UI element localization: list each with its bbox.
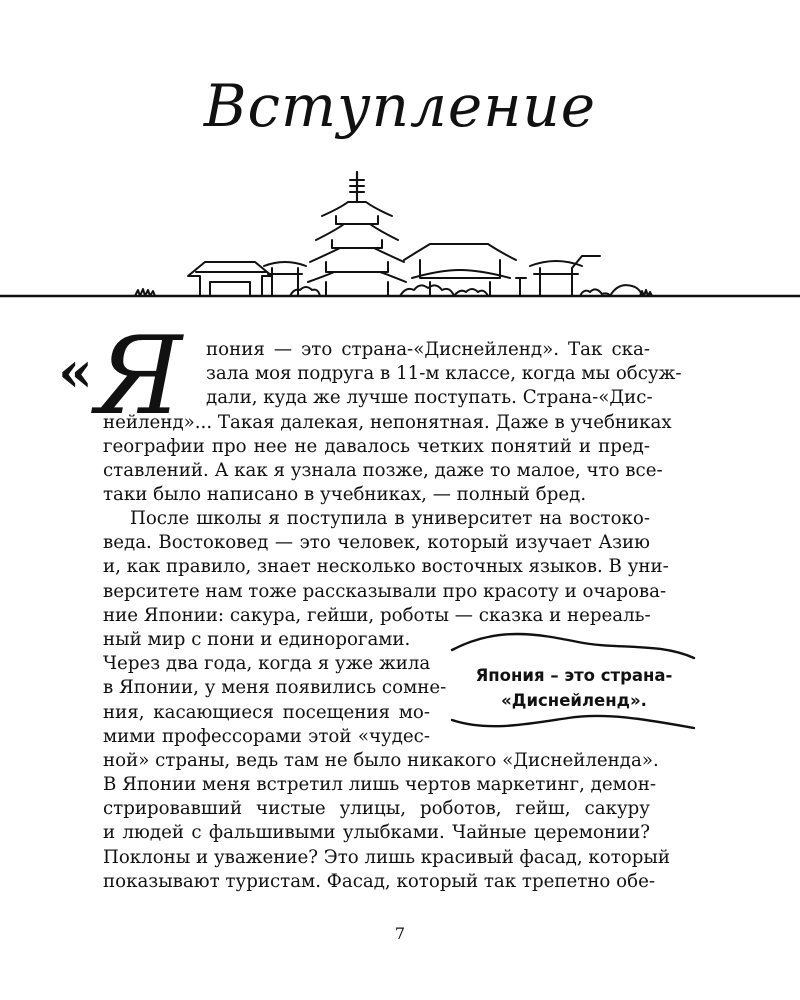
page-number: 7 [394,924,406,943]
text-line: ный мир с пони и единорогами. [103,628,411,650]
text-line: ставлений. А как я узнала позже, даже то малое, что все- [103,459,663,481]
paragraph-1 [103,338,682,507]
text-line: дали, куда же лучше поступать. Страна-«Дис- [206,387,653,409]
text-line: нейленд»... Такая далекая, непонятная. Даже в учебниках [103,411,672,433]
text-line: В Японии меня встретил лишь чертов маркетинг, демон- [103,774,656,796]
text-line: стрировавший чистые улицы, роботов, гейш, сакуру [103,798,650,820]
text-line: пония — это страна-«Диснейленд». Так ска- [206,339,650,360]
pull-quote [450,663,698,713]
text-line: После школы я поступила в университет на востоко- [130,508,650,529]
text-line: Через два года, когда я уже жила [103,653,431,675]
text-line: географии про нее не давалось четких понятий и пред- [103,435,650,457]
text-line: таки было написано в учебниках, — полный бред. [103,484,587,506]
text-line: в Японии, у меня появились сомне- [103,677,447,699]
text-line: мими профессорами этой «чудес- [103,725,430,747]
pull-quote-line: Япония – это страна- [475,666,673,685]
japanese-skyline-illustration [0,150,800,310]
text-line: зала моя подруга в 11-м классе, когда мы обсуж- [206,363,682,385]
text-line: ние Японии: сакура, гейши, роботы — сказка и нереаль- [103,604,651,626]
text-line: и, как правило, знает несколько восточных языков. В уни- [103,556,669,578]
drop-cap-letter: Я [95,314,183,439]
text-line: показывают туристам. Фасад, который так трепетно обе- [103,870,655,892]
text-line: Поклоны и уважение? Это лишь красивый фасад, который [103,846,670,868]
text-line: веда. Востоковед — это человек, который изучает Азию [103,532,650,554]
chapter-title: Вступление [203,72,597,140]
pull-quote-line: «Диснейленд». [501,691,647,710]
text-line: и людей с фальшивыми улыбками. Чайные церемонии? [103,822,650,844]
text-line: ния, касающиеся посещения мо- [103,701,430,723]
text-line: верситете нам тоже рассказывали про красоту и очарова- [103,580,667,602]
text-line: ной» страны, ведь там не было никакого «Диснейленда». [103,749,659,771]
drop-cap-quote: « [58,339,93,405]
